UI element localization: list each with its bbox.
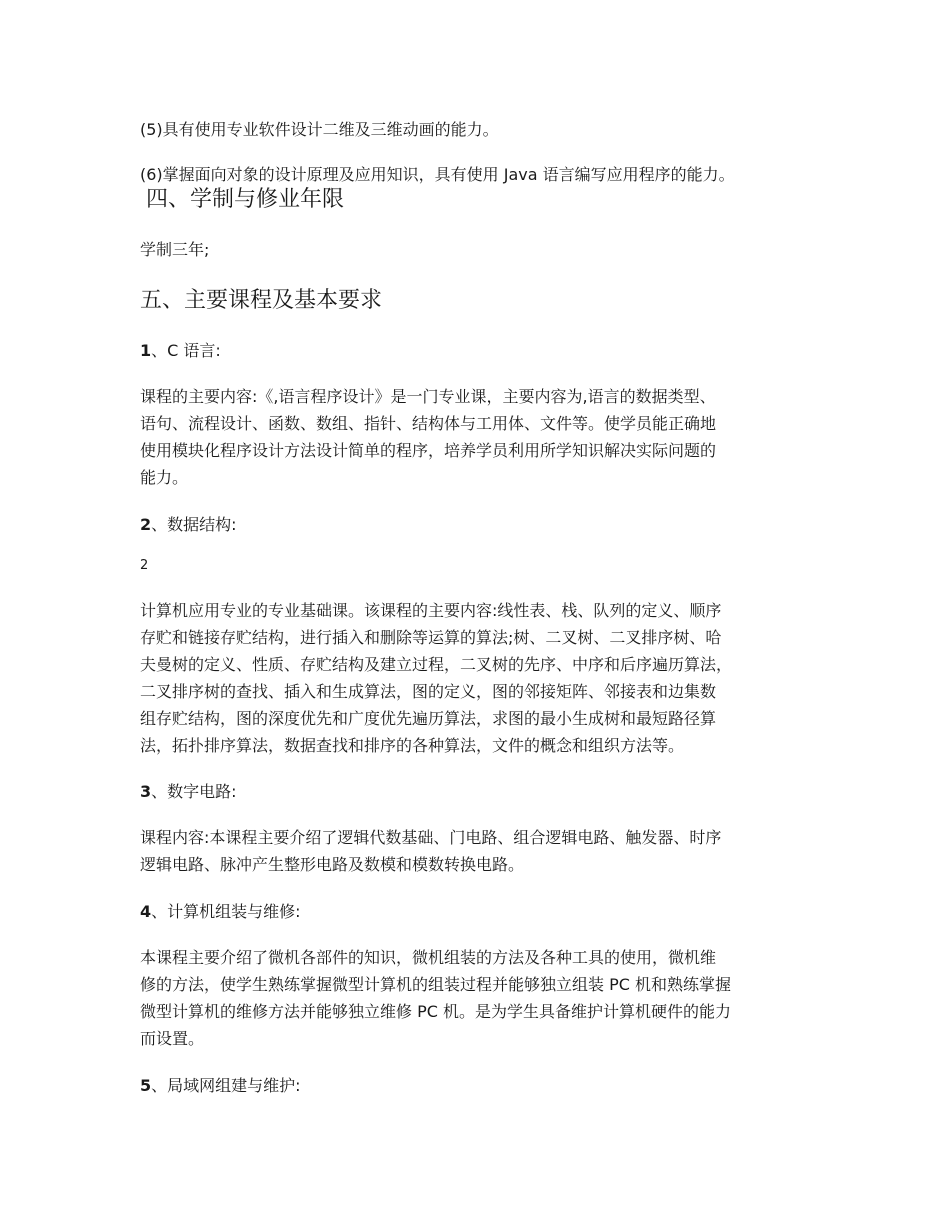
course-number: 4 <box>140 902 152 921</box>
text-line: 法，拓扑排序算法，数据查找和排序的各种算法，文件的概念和组织方法等。 <box>140 736 685 755</box>
course-number: 1 <box>140 341 152 360</box>
text-line: 课程内容:本课程主要介绍了逻辑代数基础、门电路、组合逻辑电路、触发器、时序 <box>140 828 722 847</box>
text-line: 课程的主要内容:《,语言程序设计》是一门专业课，主要内容为,语言的数据类型、 <box>140 387 716 406</box>
text-line: 本课程主要介绍了微机各部件的知识，微机组装的方法及各种工具的使用，微机维 <box>140 948 717 967</box>
text-line: 能力。 <box>140 468 189 487</box>
course-number: 3 <box>140 782 152 801</box>
course-4-description <box>140 944 820 1052</box>
course-title: 、计算机组装与维修: <box>151 902 301 921</box>
text-line: 使用模块化程序设计方法设计简单的程序，培养学员利用所学知识解决实际问题的 <box>140 441 717 460</box>
course-2-description <box>140 597 820 759</box>
course-title: 、C 语言: <box>151 341 221 360</box>
text-line: 而设置。 <box>140 1029 205 1048</box>
text-line: 夫曼树的定义、性质、存贮结构及建立过程，二叉树的先序、中序和后序遍历算法， <box>140 655 733 674</box>
page-number: 2 <box>140 558 149 573</box>
section-5-heading: 五、主要课程及基本要求 <box>140 288 383 313</box>
text-line: 逻辑电路、脉冲产生整形电路及数模和模数转换电路。 <box>140 855 525 874</box>
course-title: 、数据结构: <box>151 515 237 534</box>
section-4-text: 学制三年; <box>140 240 210 259</box>
text-line: 修的方法，使学生熟练掌握微型计算机的组装过程并能够独立组装 PC 机和熟练掌握 <box>140 975 731 994</box>
course-1-heading <box>140 337 820 364</box>
text-line: 微型计算机的维修方法并能够独立维修 PC 机。是为学生具备维护计算机硬件的能力 <box>140 1002 731 1021</box>
course-1-description <box>140 383 820 491</box>
course-5-heading <box>140 1072 820 1099</box>
course-number: 2 <box>140 515 152 534</box>
text-line: 计算机应用专业的专业基础课。该课程的主要内容:线性表、栈、队列的定义、顺序 <box>140 601 722 620</box>
course-number: 5 <box>140 1076 152 1095</box>
text-line: 存贮和链接存贮结构，进行插入和删除等运算的算法;树、二叉树、二叉排序树、哈 <box>140 628 722 647</box>
course-4-heading <box>140 898 820 925</box>
course-title: 、局域网组建与维护: <box>151 1076 301 1095</box>
text-line: 组存贮结构，图的深度优先和广度优先遍历算法，求图的最小生成树和最短路径算 <box>140 709 717 728</box>
text-line: 语句、流程设计、函数、数组、指针、结构体与工用体、文件等。使学员能正确地 <box>140 414 717 433</box>
text-line: 二叉排序树的查找、插入和生成算法，图的定义，图的邻接矩阵、邻接表和边集数 <box>140 682 717 701</box>
section-4-heading: 四、学制与修业年限 <box>146 187 345 212</box>
course-title: 、数字电路: <box>151 782 237 801</box>
course-3-description <box>140 824 820 878</box>
course-2-heading <box>140 511 820 538</box>
ability-item-5: (5)具有使用专业软件设计二维及三维动画的能力。 <box>140 120 499 139</box>
course-3-heading <box>140 778 820 805</box>
ability-item-6: (6)掌握面向对象的设计原理及应用知识，具有使用 Java 语言编写应用程序的能力。 <box>140 165 735 184</box>
